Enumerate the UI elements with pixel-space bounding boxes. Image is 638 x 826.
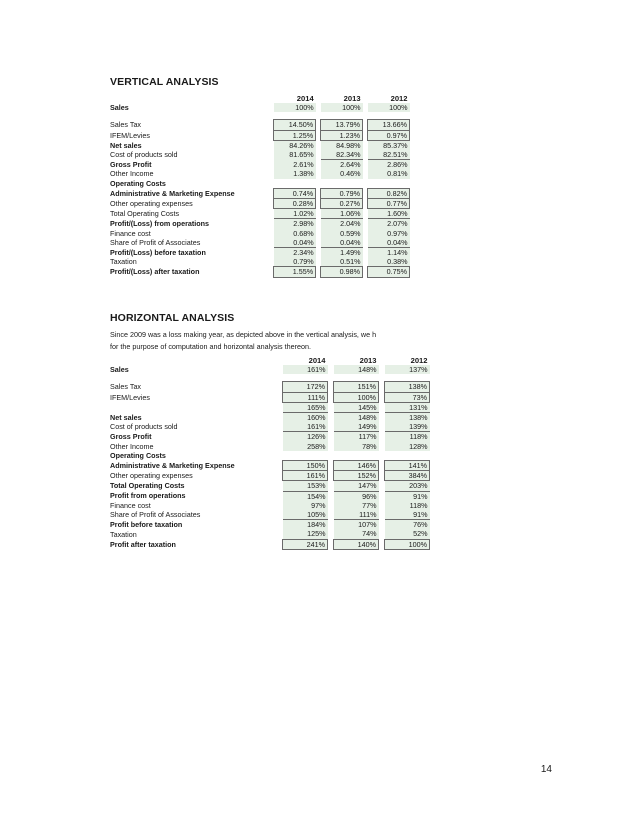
cell-value: 100%	[385, 539, 430, 549]
cell-value: 148%	[334, 365, 379, 374]
cell-value: 203%	[385, 481, 430, 491]
cell-value: 0.46%	[321, 169, 363, 178]
row-label: Profit/(Loss) before taxation	[110, 247, 206, 257]
table-row	[110, 267, 410, 277]
vertical-analysis-section	[110, 76, 410, 278]
table-row	[110, 422, 430, 432]
row-label	[110, 402, 283, 412]
table-row	[110, 402, 430, 412]
table-row	[110, 160, 410, 170]
table-row	[110, 529, 430, 539]
row-label: Other Income	[110, 169, 154, 179]
cell-value: 0.68%	[274, 229, 316, 238]
table-row	[110, 188, 410, 198]
row-label: Taxation	[110, 257, 137, 267]
row-label: Gross Profit	[110, 432, 152, 442]
row-label: Sales	[110, 103, 129, 113]
cell-value: 1.14%	[368, 248, 410, 258]
row-label: Share of Profit of Associates	[110, 510, 201, 520]
cell-value: 384%	[385, 471, 430, 481]
cell-value: 0.77%	[368, 199, 410, 209]
cell-value: 85.37%	[368, 140, 410, 150]
table-row	[110, 413, 430, 423]
table-row	[110, 382, 430, 392]
table-row	[110, 539, 430, 549]
cell-value: 153%	[283, 481, 328, 491]
table-row	[110, 471, 430, 481]
cell-value: 74%	[334, 529, 379, 539]
table-row	[110, 432, 430, 442]
cell-value: 128%	[385, 442, 430, 451]
cell-value: 52%	[385, 529, 430, 539]
table-row	[110, 140, 410, 150]
cell-value: 0.82%	[368, 188, 410, 198]
cell-value: 0.75%	[368, 267, 410, 277]
year-header: 2014	[296, 94, 314, 103]
table-row	[110, 501, 430, 510]
row-label: Total Operating Costs	[110, 209, 180, 219]
cell-value: 149%	[334, 422, 379, 432]
cell-value: 154%	[283, 491, 328, 501]
cell-value: 2.64%	[321, 160, 363, 170]
table-row	[110, 209, 410, 219]
cell-value: 138%	[385, 382, 430, 392]
cell-value: 141%	[385, 461, 430, 471]
row-label: Share of Profit of Associates	[110, 238, 201, 248]
horizontal-analysis-title: HORIZONTAL ANALYSIS	[110, 312, 235, 324]
row-label: Cost of products sold	[110, 150, 178, 160]
table-row	[110, 491, 430, 501]
table-row	[110, 481, 430, 491]
cell-value: 14.50%	[274, 120, 316, 130]
cell-value: 137%	[385, 365, 430, 374]
cell-value: 78%	[334, 442, 379, 451]
year-header: 2014	[308, 356, 326, 365]
cell-value: 140%	[334, 539, 379, 549]
cell-value: 1.25%	[274, 130, 316, 140]
year-header: 2013	[359, 356, 377, 365]
cell-value: 0.74%	[274, 188, 316, 198]
cell-value: 91%	[385, 491, 430, 501]
cell-value: 76%	[385, 520, 430, 530]
cell-value: 1.06%	[321, 209, 363, 219]
cell-value: 161%	[283, 422, 328, 432]
row-label: IFEM/Levies	[110, 392, 150, 402]
cell-value: 241%	[283, 539, 328, 549]
table-row	[110, 103, 410, 112]
row-label: Cost of products sold	[110, 422, 178, 432]
row-label: IFEM/Levies	[110, 130, 150, 140]
table-row	[110, 199, 410, 209]
cell-value: 2.07%	[368, 219, 410, 229]
cell-value: 1.49%	[321, 248, 363, 258]
cell-value: 151%	[334, 382, 379, 392]
cell-value: 145%	[334, 402, 379, 412]
cell-value: 0.59%	[321, 229, 363, 238]
row-label: Profit after taxation	[110, 539, 176, 549]
row-label: Profit before taxation	[110, 519, 183, 529]
cell-value: 2.04%	[321, 219, 363, 229]
cell-value: 125%	[283, 529, 328, 539]
cell-value: 131%	[385, 402, 430, 412]
cell-value: 111%	[283, 392, 328, 402]
row-label: Operating Costs	[110, 178, 166, 188]
cell-value: 84.98%	[321, 140, 363, 150]
cell-value: 0.28%	[274, 199, 316, 209]
horizontal-analysis-table	[110, 356, 430, 550]
cell-value: 91%	[385, 510, 430, 520]
cell-value: 0.27%	[321, 199, 363, 209]
cell-value: 73%	[385, 392, 430, 402]
row-label: Finance cost	[110, 228, 151, 238]
vertical-analysis-title: VERTICAL ANALYSIS	[110, 76, 219, 88]
row-label: Operating Costs	[110, 451, 166, 461]
table-row	[110, 392, 430, 402]
year-header: 2013	[343, 94, 361, 103]
cell-value: 118%	[385, 432, 430, 442]
cell-value: 100%	[321, 103, 363, 112]
cell-value: 100%	[368, 103, 410, 112]
cell-value: 146%	[334, 461, 379, 471]
row-label: Taxation	[110, 529, 137, 539]
cell-value: 107%	[334, 520, 379, 530]
row-label: Other operating expenses	[110, 199, 193, 209]
table-row	[110, 248, 410, 258]
row-label: Other Income	[110, 441, 154, 451]
year-header: 2012	[410, 356, 428, 365]
row-label: Net sales	[110, 140, 142, 150]
cell-value: 81.65%	[274, 150, 316, 160]
table-row	[110, 130, 410, 140]
table-row	[110, 169, 410, 178]
cell-value: 117%	[334, 432, 379, 442]
table-row	[110, 229, 410, 238]
cell-value: 13.66%	[368, 120, 410, 130]
cell-value: 1.38%	[274, 169, 316, 178]
table-row	[110, 257, 410, 267]
cell-value: 0.04%	[321, 238, 363, 248]
cell-value: 148%	[334, 413, 379, 423]
cell-value: 118%	[385, 501, 430, 510]
cell-value: 1.60%	[368, 209, 410, 219]
analysis-paragraph-line: Since 2009 was a loss making year, as depicted above in the vertical analysis, we h	[110, 330, 377, 339]
cell-value: 0.81%	[368, 169, 410, 178]
cell-value: 147%	[334, 481, 379, 491]
row-label: Administrative & Marketing Expense	[110, 188, 235, 198]
row-label: Sales Tax	[110, 382, 142, 392]
cell-value: 0.04%	[274, 238, 316, 248]
cell-value: 160%	[283, 413, 328, 423]
cell-value: 0.79%	[321, 188, 363, 198]
cell-value: 105%	[283, 510, 328, 520]
cell-value: 172%	[283, 382, 328, 392]
cell-value: 161%	[283, 365, 328, 374]
row-label: Total Operating Costs	[110, 481, 185, 491]
cell-value: 258%	[283, 442, 328, 451]
row-label: Other operating expenses	[110, 471, 193, 481]
cell-value: 2.98%	[274, 219, 316, 229]
cell-value: 111%	[334, 510, 379, 520]
cell-value: 97%	[283, 501, 328, 510]
cell-value: 152%	[334, 471, 379, 481]
row-label: Net sales	[110, 412, 142, 422]
cell-value: 139%	[385, 422, 430, 432]
cell-value: 82.34%	[321, 150, 363, 160]
row-label: Sales Tax	[110, 120, 142, 130]
cell-value: 0.98%	[321, 267, 363, 277]
table-row	[110, 442, 430, 451]
table-row	[110, 219, 410, 229]
row-label: Finance cost	[110, 500, 151, 510]
cell-value: 0.38%	[368, 257, 410, 267]
cell-value: 96%	[334, 491, 379, 501]
row-label: Administrative & Marketing Expense	[110, 461, 235, 471]
horizontal-analysis-section	[110, 312, 530, 550]
cell-value: 150%	[283, 461, 328, 471]
table-row	[110, 510, 430, 520]
cell-value: 13.79%	[321, 120, 363, 130]
cell-value: 2.61%	[274, 160, 316, 170]
row-label: Sales	[110, 365, 129, 375]
table-row	[110, 365, 430, 374]
table-row	[110, 179, 410, 189]
cell-value: 100%	[334, 392, 379, 402]
cell-value: 1.55%	[274, 267, 316, 277]
table-row	[110, 150, 410, 160]
row-label: Profit/(Loss) after taxation	[110, 267, 200, 277]
table-row	[110, 461, 430, 471]
cell-value: 161%	[283, 471, 328, 481]
cell-value: 0.51%	[321, 257, 363, 267]
table-header-row	[110, 356, 430, 365]
cell-value: 100%	[274, 103, 316, 112]
cell-value: 126%	[283, 432, 328, 442]
row-label: Profit from operations	[110, 491, 186, 501]
cell-value: 0.04%	[368, 238, 410, 248]
table-row	[110, 238, 410, 248]
cell-value: 184%	[283, 520, 328, 530]
table-row	[110, 520, 430, 530]
cell-value: 0.97%	[368, 229, 410, 238]
cell-value: 2.86%	[368, 160, 410, 170]
cell-value: 138%	[385, 413, 430, 423]
cell-value: 165%	[283, 402, 328, 412]
row-label: Profit/(Loss) from operations	[110, 219, 210, 229]
table-row	[110, 120, 410, 130]
cell-value: 1.23%	[321, 130, 363, 140]
cell-value: 2.34%	[274, 248, 316, 258]
cell-value: 82.51%	[368, 150, 410, 160]
cell-value: 1.02%	[274, 209, 316, 219]
cell-value: 0.97%	[368, 130, 410, 140]
table-row	[110, 451, 430, 461]
year-header: 2012	[390, 94, 408, 103]
row-label: Gross Profit	[110, 159, 152, 169]
vertical-analysis-table	[110, 94, 410, 278]
page-number: 14	[540, 764, 552, 775]
cell-value: 77%	[334, 501, 379, 510]
cell-value: 84.26%	[274, 140, 316, 150]
cell-value: 0.79%	[274, 257, 316, 267]
analysis-paragraph-line: for the purpose of computation and horizontal analysis thereon.	[110, 342, 311, 351]
table-header-row	[110, 94, 410, 103]
